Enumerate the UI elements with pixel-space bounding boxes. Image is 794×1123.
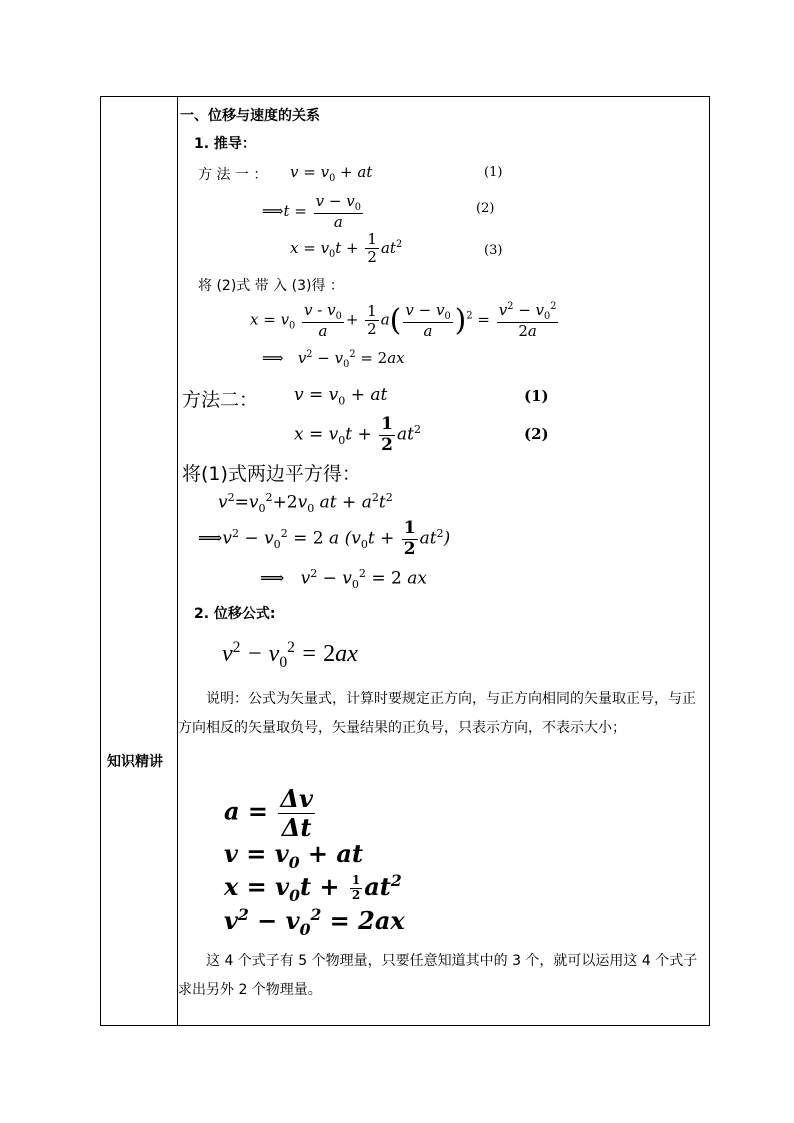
content-cell <box>178 97 709 1025</box>
section1-title: 一、位移与速度的关系 <box>180 108 320 124</box>
eq-tag-b1: (1) <box>524 387 549 405</box>
method1-label: 方 法 一 ： <box>198 167 268 183</box>
sidebar-label: 知识精讲 <box>107 754 163 770</box>
eq-m1-2: ⟹t = $\frac{v - v_0}{a}$ <box>262 192 361 232</box>
summary-text: 这 4 个式子有 5 个物理量，只要任意知道其中的 3 个，就可以运用这 4 个式子求出另外 2 个物理量。 <box>178 953 698 998</box>
eq-m1-5: ⟹ $v^2 - v_0^2 = 2ax$ <box>262 349 405 370</box>
eq-m2-4: $⟹v^2 - v_0^2 = 2$ a ($v_0t$ + $\frac{1}{2}$ $at^2$) <box>198 518 451 559</box>
substitute-text: 将 (2)式 带 入 (3)得 ： <box>198 278 344 294</box>
eq-m1-4: $x = v_0$ $\frac{v - v_0}{a}$ + $\frac{1}{2}$ a( $\frac{v - v_0}{a}$ )$^2$ = $\frac{v^2 - v_0^2}{2a}$ <box>250 300 557 341</box>
eq-m1-1: $v = v_0$ + at <box>290 163 373 184</box>
sub2-title: 2. 位移公式: <box>194 606 276 622</box>
eq-m2-3: $v^2=v_0^2+2v_0$ at + $a^2t^2$ <box>218 491 393 516</box>
eq-m1-3: $x = v_0t$ + $\frac{1}{2}$ $at^2$ <box>290 230 403 267</box>
eq-m2-1: $v = v_0$ + at <box>294 385 388 408</box>
eq-bold-4: $v^2 - v_0^2 = 2ax$ <box>224 905 405 939</box>
eq-tag-2: (2) <box>476 201 495 216</box>
method2-label: 方法二： <box>182 389 259 411</box>
sub1-title: 1. 推导： <box>194 136 256 152</box>
eq-bold-2: $v = v_0$ + at <box>224 839 364 872</box>
eq-tag-b2: (2) <box>524 425 549 443</box>
note-text: 说明：公式为矢量式，计算时要规定正方向，与正方向相同的矢量取正号，与正方向相反的矢量取负号，矢量结果的正负号，只表示方向，不表示大小； <box>178 691 696 736</box>
square-text: 将(1)式两边平方得： <box>182 463 361 485</box>
eq-tag-3: (3) <box>484 243 503 258</box>
eq-m2-2: $x = v_0t$ + $\frac{1}{2}$ $at^2$ <box>294 414 422 455</box>
eq-tag-1: (1) <box>484 165 503 180</box>
eq-displacement: $v^2 - v_0^2 = 2ax$ <box>222 639 358 671</box>
knowledge-table <box>100 96 710 1026</box>
sidebar-cell <box>101 97 178 1025</box>
eq-bold-3: $x = v_0t$ + $\frac{1}{2}$ $at^2$ <box>224 871 402 905</box>
eq-bold-1: a = $\frac{\Delta v}{\Delta t}$ <box>224 784 313 842</box>
eq-m2-5: ⟹ $v^2 - v_0^2 = 2$ ax <box>260 567 427 592</box>
